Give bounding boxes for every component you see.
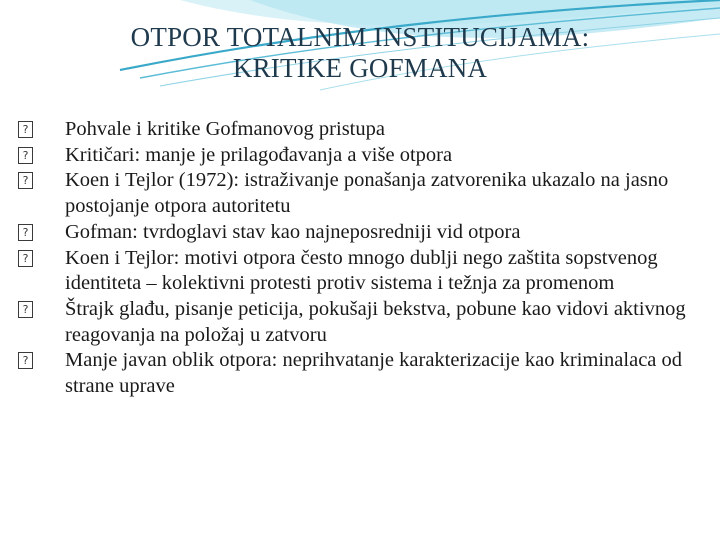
- bullet-text: Štrajk glađu, pisanje peticija, pokušaji bekstva, pobune kao vidovi aktivnog reagovanja na položaj u zatvoru: [65, 297, 686, 346]
- bullet-text: Koen i Tejlor: motivi otpora često mnogo dublji nego zaštita sopstvenog identiteta – kolektivni protesti protiv sistema i težnja za promenom: [65, 246, 658, 295]
- missing-glyph-icon: ?: [18, 352, 33, 369]
- bullet-text: Manje javan oblik otpora: neprihvatanje karakterizacije kao kriminalaca od strane uprave: [65, 349, 683, 398]
- title-line-1: OTPOR TOTALNIM INSTITUCIJAMA:: [130, 22, 590, 52]
- bullet-item: [18, 348, 698, 399]
- bullet-list: [18, 117, 698, 400]
- bullet-text: Gofman: tvrdoglavi stav kao najneposredniji vid otpora: [65, 220, 521, 243]
- title-line-2: KRITIKE GOFMANA: [232, 53, 488, 83]
- bullet-item: [18, 297, 698, 348]
- bullet-item: [18, 143, 698, 169]
- missing-glyph-icon: ?: [18, 147, 33, 164]
- missing-glyph-icon: ?: [18, 250, 33, 267]
- slide-title: [40, 22, 680, 84]
- bullet-item: [18, 117, 698, 143]
- bullet-item: [18, 168, 698, 219]
- bullet-text: Koen i Tejlor (1972): istraživanje ponašanja zatvorenika ukazalo na jasno postojanje otpora autoritetu: [65, 169, 669, 218]
- missing-glyph-icon: ?: [18, 224, 33, 241]
- bullet-text: Kritičari: manje je prilagođavanja a više otpora: [65, 143, 453, 166]
- bullet-item: [18, 246, 698, 297]
- bullet-item: [18, 220, 698, 246]
- missing-glyph-icon: ?: [18, 172, 33, 189]
- missing-glyph-icon: ?: [18, 301, 33, 318]
- missing-glyph-icon: ?: [18, 121, 33, 138]
- bullet-text: Pohvale i kritike Gofmanovog pristupa: [65, 118, 385, 140]
